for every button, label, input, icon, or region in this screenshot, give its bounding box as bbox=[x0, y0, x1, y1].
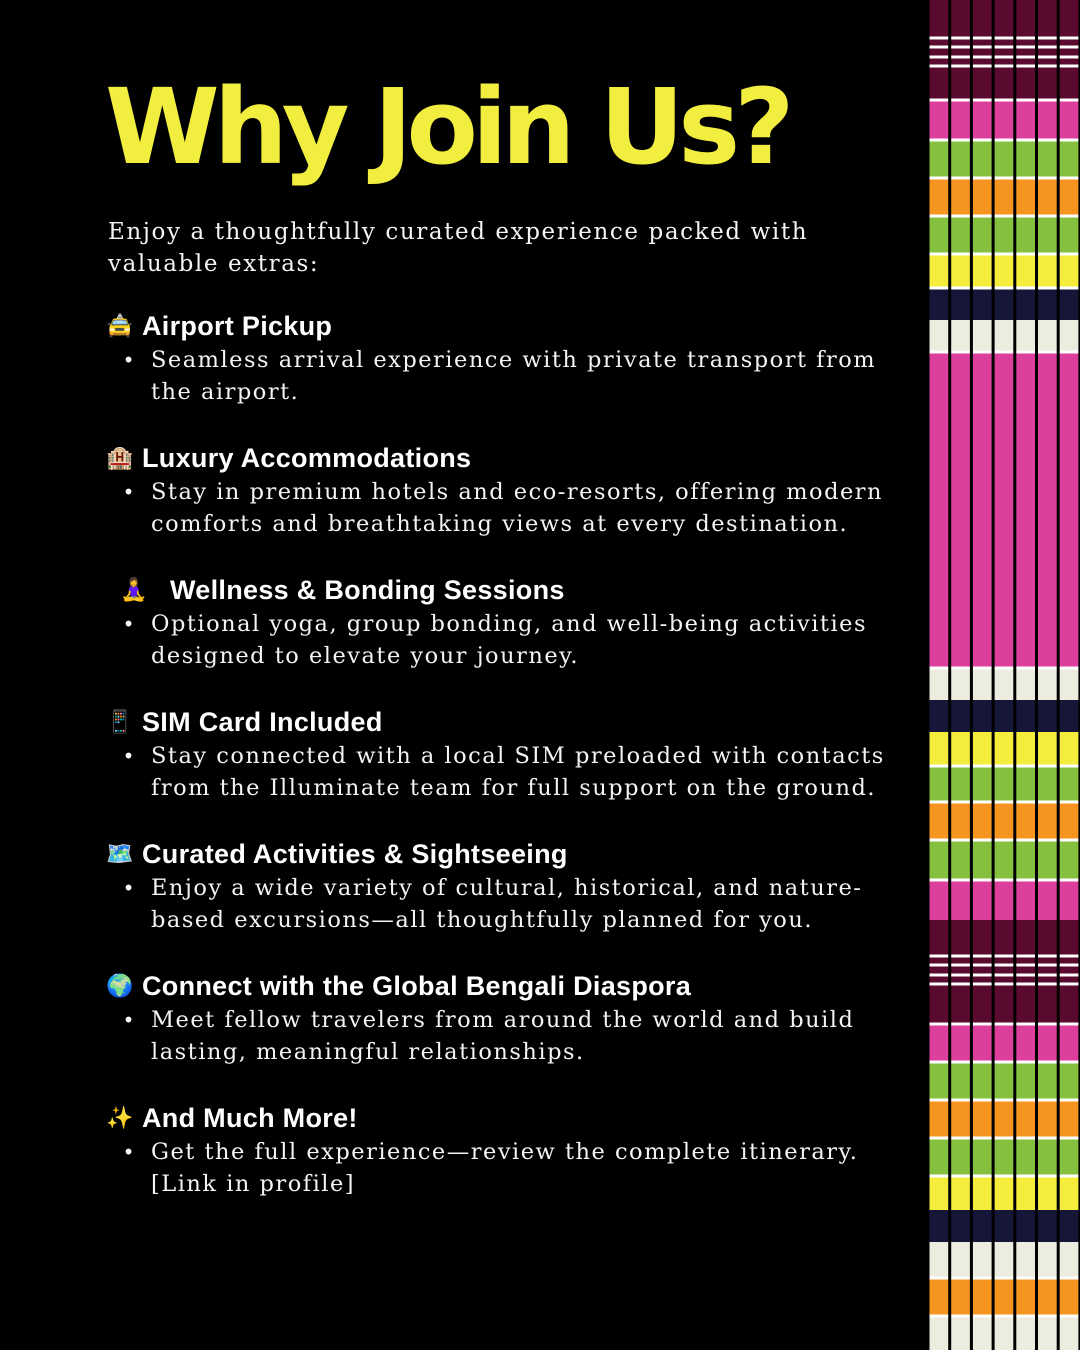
stripe-divider bbox=[992, 0, 995, 1350]
bullet-icon: • bbox=[122, 612, 135, 636]
benefit-curated-activities bbox=[106, 836, 896, 936]
stripe-divider bbox=[970, 0, 973, 1350]
benefit-global-diaspora bbox=[106, 968, 896, 1068]
stripe-divider bbox=[1035, 0, 1038, 1350]
benefit-heading-text: Luxury Accommodations bbox=[142, 442, 472, 473]
phone-icon: 📱 bbox=[106, 709, 134, 734]
benefit-heading bbox=[106, 308, 896, 344]
page-title: Why Join Us? bbox=[105, 66, 789, 188]
bullet-icon: • bbox=[122, 348, 135, 372]
benefit-heading-text: Airport Pickup bbox=[142, 310, 333, 341]
bullet-icon: • bbox=[122, 744, 135, 768]
benefit-much-more bbox=[106, 1100, 896, 1200]
benefit-body bbox=[106, 1136, 896, 1200]
benefit-heading bbox=[106, 836, 896, 872]
benefit-wellness-bonding bbox=[106, 572, 896, 672]
benefit-description: Stay in premium hotels and eco-resorts, offering modern comforts and breathtaking views at every destination. bbox=[151, 479, 884, 537]
stripe-divider bbox=[1057, 0, 1060, 1350]
bullet-icon: • bbox=[122, 1008, 135, 1032]
hotel-icon: 🏨 bbox=[106, 445, 134, 470]
map-icon: 🗺️ bbox=[106, 841, 134, 866]
benefit-airport-pickup bbox=[106, 308, 896, 408]
stripe-divider bbox=[928, 0, 930, 1350]
bullet-icon: • bbox=[122, 1140, 135, 1164]
taxi-icon: 🚖 bbox=[106, 313, 134, 338]
benefit-heading bbox=[106, 1100, 896, 1136]
benefit-heading-text: Connect with the Global Bengali Diaspora bbox=[142, 970, 692, 1001]
stripe-divider bbox=[1013, 0, 1016, 1350]
bullet-icon: • bbox=[122, 480, 135, 504]
intro-text: Enjoy a thoughtfully curated experience packed with valuable extras: bbox=[108, 219, 809, 277]
benefit-body bbox=[106, 872, 896, 936]
benefit-sim-card bbox=[106, 704, 896, 804]
benefit-body bbox=[106, 476, 896, 540]
bullet-icon: • bbox=[122, 876, 135, 900]
benefit-heading-text: Wellness & Bonding Sessions bbox=[170, 574, 565, 605]
decorative-stripe-pattern bbox=[928, 0, 1080, 1350]
globe-icon: 🌍 bbox=[106, 973, 134, 998]
benefit-heading bbox=[106, 572, 896, 608]
benefit-heading bbox=[106, 440, 896, 476]
sparkles-icon: ✨ bbox=[106, 1105, 134, 1130]
benefit-luxury-accommodations bbox=[106, 440, 896, 540]
benefit-heading bbox=[106, 704, 896, 740]
benefit-body bbox=[106, 740, 896, 804]
stripe-pattern-graphic bbox=[928, 0, 1080, 1350]
benefit-description: Stay connected with a local SIM preloaded with contacts from the Illuminate team for full support on the ground. bbox=[151, 743, 885, 801]
benefit-body bbox=[106, 608, 896, 672]
yoga-icon: 🧘‍♀️ bbox=[120, 577, 148, 602]
benefit-heading bbox=[106, 968, 896, 1004]
benefit-description: Seamless arrival experience with private transport from the airport. bbox=[151, 347, 877, 405]
benefit-description: Get the full experience—review the complete itinerary. [Link in profile] bbox=[151, 1139, 859, 1197]
benefit-description: Optional yoga, group bonding, and well-being activities designed to elevate your journey. bbox=[151, 611, 868, 669]
benefit-description: Meet fellow travelers from around the world and build lasting, meaningful relationships. bbox=[151, 1007, 855, 1065]
benefit-heading-text: And Much More! bbox=[142, 1102, 358, 1133]
benefit-description: Enjoy a wide variety of cultural, historical, and nature-based excursions—all thoughtfully planned for you. bbox=[151, 875, 863, 933]
benefit-heading-text: SIM Card Included bbox=[142, 706, 383, 737]
benefits-list bbox=[106, 308, 896, 1232]
stripe-divider bbox=[948, 0, 951, 1350]
benefit-body bbox=[106, 344, 896, 408]
benefit-body bbox=[106, 1004, 896, 1068]
benefit-heading-text: Curated Activities & Sightseeing bbox=[142, 838, 568, 869]
